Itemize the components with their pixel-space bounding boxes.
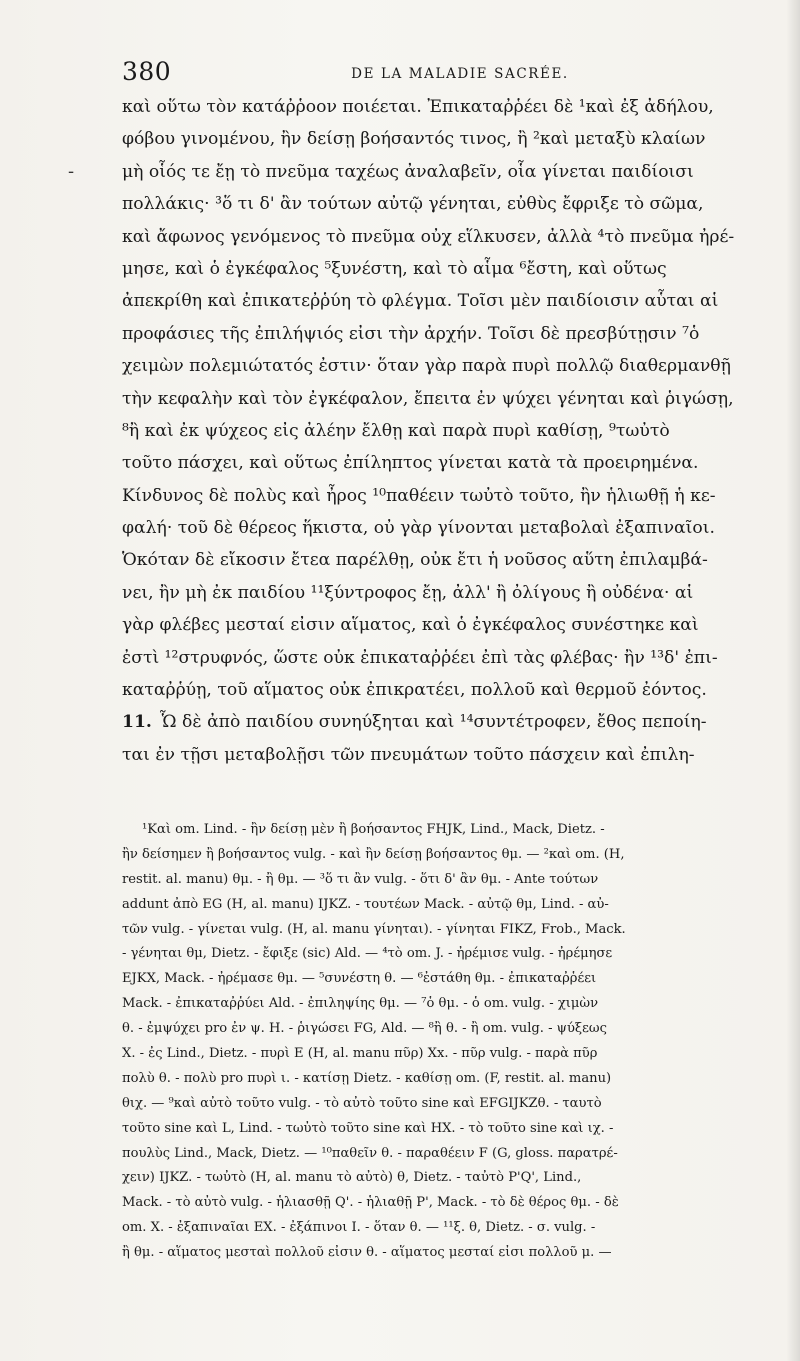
footnote-line: EJKX, Mack. - ἠρέμασε θμ. — ⁵συνέστη θ. — ⁶ἐστάθη θμ. - ἐπικαταῤῥέει [122, 971, 597, 987]
footnote-line: restit. al. manu) θμ. - ἢ θμ. — ³ὅ τι ἂν vulg. - ὅτι δ' ἂν θμ. - Ante τούτων [122, 871, 599, 887]
margin-mark: - [68, 161, 75, 182]
footnote-line: θ. - ἐμψύχει pro ἐν ψ. H. - ῥιγώσει FG, Ald. — ⁸ἢ θ. - ἢ om. vulg. - ψύξεως [122, 1021, 607, 1037]
paragraph-11-line [122, 706, 758, 738]
text-line: ⁸ἢ καὶ ἐκ ψύχεος εἰς ἀλέην ἔλθῃ καὶ παρὰ πυρὶ καθίσῃ, ⁹τωὐτὸ [122, 420, 670, 441]
footnote-line: ἢν δείσημεν ἢ βοήσαντος vulg. - καὶ ἢν δείσῃ βοήσαντος θμ. — ²καὶ om. (H, [122, 846, 625, 862]
page-header [122, 56, 758, 92]
footnote-line: Mack. - ἐπικαταῤῥύει Ald. - ἐπιληψίης θμ. — ⁷ὁ θμ. - ὁ om. vulg. - χιμὼν [122, 996, 599, 1012]
text-line: καὶ οὕτω τὸν κατάῤῥοον ποιέεται. Ἐπικαταῤῥέει δὲ ¹καὶ ἐξ ἀδήλου, [122, 97, 714, 117]
footnote-line: X. - ἐς Lind., Dietz. - πυρὶ E (H, al. manu πῦρ) Xx. - πῦρ vulg. - παρὰ πῦρ [122, 1046, 598, 1062]
footnote-line: θιχ. — ⁹καὶ αὐτὸ τοῦτο vulg. - τὸ αὐτὸ τοῦτο sine καὶ EFGIJKZθ. - ταυτὸ [122, 1095, 602, 1111]
text-line: καὶ ἄφωνος γενόμενος τὸ πνεῦμα οὐχ εἵλκυσεν, ἀλλὰ ⁴τὸ πνεῦμα ἠρέ- [122, 226, 735, 247]
text-line: χειμὼν πολεμιώτατός ἐστιν· ὅταν γὰρ παρὰ πυρὶ πολλῷ διαθερμανθῇ [122, 356, 731, 377]
text-line: φόβου γινομένου, ἢν δείσῃ βοήσαντός τινος, ἢ ²καὶ μεταξὺ κλαίων [122, 129, 706, 150]
text-line: προφάσιες τῆς ἐπιλήψιός εἰσι τὴν ἀρχήν. Τοῖσι δὲ πρεσβύτῃσιν ⁷ὁ [122, 323, 700, 344]
text-line: νει, ἢν μὴ ἐκ παιδίου ¹¹ξύντροφος ἔῃ, ἀλλ' ἢ ὀλίγους ἢ οὐδένα· αἱ [122, 582, 694, 603]
footnote-line: τῶν vulg. - γίνεται vulg. (H, al. manu γίνηται). - γίνηται FIKZ, Frob., Mack. [122, 921, 626, 937]
footnote-line: τοῦτο sine καὶ L, Lind. - τωὐτὸ τοῦτο sine καὶ HX. - τὸ τοῦτο sine καὶ ιχ. - [122, 1120, 614, 1136]
main-text-block [122, 91, 758, 771]
text-line: γὰρ φλέβες μεσταί εἰσιν αἵματος, καὶ ὁ ἐγκέφαλος συνέστηκε καὶ [122, 615, 699, 636]
page-edge-shadow [786, 0, 800, 1361]
page-number: 380 [122, 57, 172, 86]
footnote-line: πολὺ θ. - πολὺ pro πυρὶ ι. - κατίσῃ Dietz. - καθίσῃ om. (F, restit. al. manu) [122, 1070, 612, 1086]
text-line: φαλή· τοῦ δὲ θέρεος ἥκιστα, οὐ γὰρ γίνονται μεταβολαὶ ἐξαπιναῖοι. [122, 518, 715, 539]
footnote-line: Mack. - τὸ αὐτὸ vulg. - ἡλιασθῇ Q'. - ἡλιαθῇ P', Mack. - τὸ δὲ θέρος θμ. - δὲ [122, 1195, 619, 1211]
text-line: ἐστὶ ¹²στρυφνός, ὥστε οὐκ ἐπικαταῤῥέει ἐπὶ τὰς φλέβας· ἢν ¹³δ' ἐπι- [122, 647, 718, 668]
footnotes-block [122, 818, 758, 1266]
text-line: Ὁκόταν δὲ εἴκοσιν ἔτεα παρέλθῃ, οὐκ ἔτι ἡ νοῦσος αὕτη ἐπιλαμβά- [122, 550, 708, 571]
text-line: ται ἐν τῇσι μεταβολῇσι τῶν πνευμάτων τοῦτο πάσχειν καὶ ἐπιλη- [122, 744, 695, 765]
footnote-line: ¹Καὶ om. Lind. - ἢν δείσῃ μὲν ἢ βοήσαντος FHJK, Lind., Mack, Dietz. - [142, 822, 605, 837]
footnote-line: πουλὺς Lind., Mack, Dietz. — ¹⁰παθεῖν θ. - παραθέειν F (G, gloss. παρατρέ- [122, 1145, 618, 1161]
text-line: μησε, καὶ ὁ ἐγκέφαλος ⁵ξυνέστη, καὶ τὸ αἷμα ⁶ἔστη, καὶ οὕτως [122, 258, 667, 279]
text-line: ἀπεκρίθη καὶ ἐπικατεῤῥύη τὸ φλέγμα. Τοῖσι μὲν παιδίοισιν αὗται αἱ [122, 291, 719, 312]
paragraph-11-text: Ὧ δὲ ἀπὸ παιδίου συνηύξηται καὶ ¹⁴συντέτροφεν, ἔθος πεποίη- [159, 712, 707, 733]
text-line: πολλάκις· ³ὅ τι δ' ἂν τούτων αὐτῷ γένηται, εὐθὺς ἔφριξε τὸ σῶμα, [122, 194, 704, 215]
paragraph-number: 11. [122, 712, 152, 733]
footnote-line: χειν) IJKZ. - τωὐτὸ (H, al. manu τὸ αὐτὸ) θ, Dietz. - ταὐτὸ P'Q', Lind., [122, 1170, 582, 1186]
footnote-line: addunt ἀπὸ EG (H, al. manu) IJKZ. - τουτέων Mack. - αὐτῷ θμ, Lind. - αὐ- [122, 896, 609, 912]
footnote-line: om. X. - ἐξαπιναῖαι EX. - ἐξάπινοι I. - ὅταν θ. — ¹¹ξ. θ, Dietz. - σ. vulg. - [122, 1220, 596, 1236]
text-line: Κίνδυνος δὲ πολὺς καὶ ἦρος ¹⁰παθέειν τωὐτὸ τοῦτο, ἢν ἡλιωθῇ ἡ κε- [122, 485, 716, 506]
text-line: τοῦτο πάσχει, καὶ οὕτως ἐπίληπτος γίνεται κατὰ τὰ προειρημένα. [122, 453, 699, 474]
footnote-line: - γένηται θμ, Dietz. - ἔφιξε (sic) Ald. — ⁴τὸ om. J. - ἠρέμισε vulg. - ἠρέμησε [122, 946, 613, 962]
running-title: DE LA MALADIE SACRÉE. [351, 66, 569, 82]
footnote-line: ἢ θμ. - αἵματος μεσταὶ πολλοῦ εἰσιν θ. - αἵματος μεσταί εἰσι πολλοῦ μ. — [122, 1245, 612, 1261]
text-line: μὴ οἷός τε ἔῃ τὸ πνεῦμα ταχέως ἀναλαβεῖν, οἷα γίνεται παιδίοισι [122, 161, 694, 182]
text-line: καταῤῥύῃ, τοῦ αἵματος οὐκ ἐπικρατέει, πολλοῦ καὶ θερμοῦ ἐόντος. [122, 680, 707, 701]
text-line: τὴν κεφαλὴν καὶ τὸν ἐγκέφαλον, ἔπειτα ἐν ψύχει γένηται καὶ ῥιγώσῃ, [122, 388, 734, 409]
